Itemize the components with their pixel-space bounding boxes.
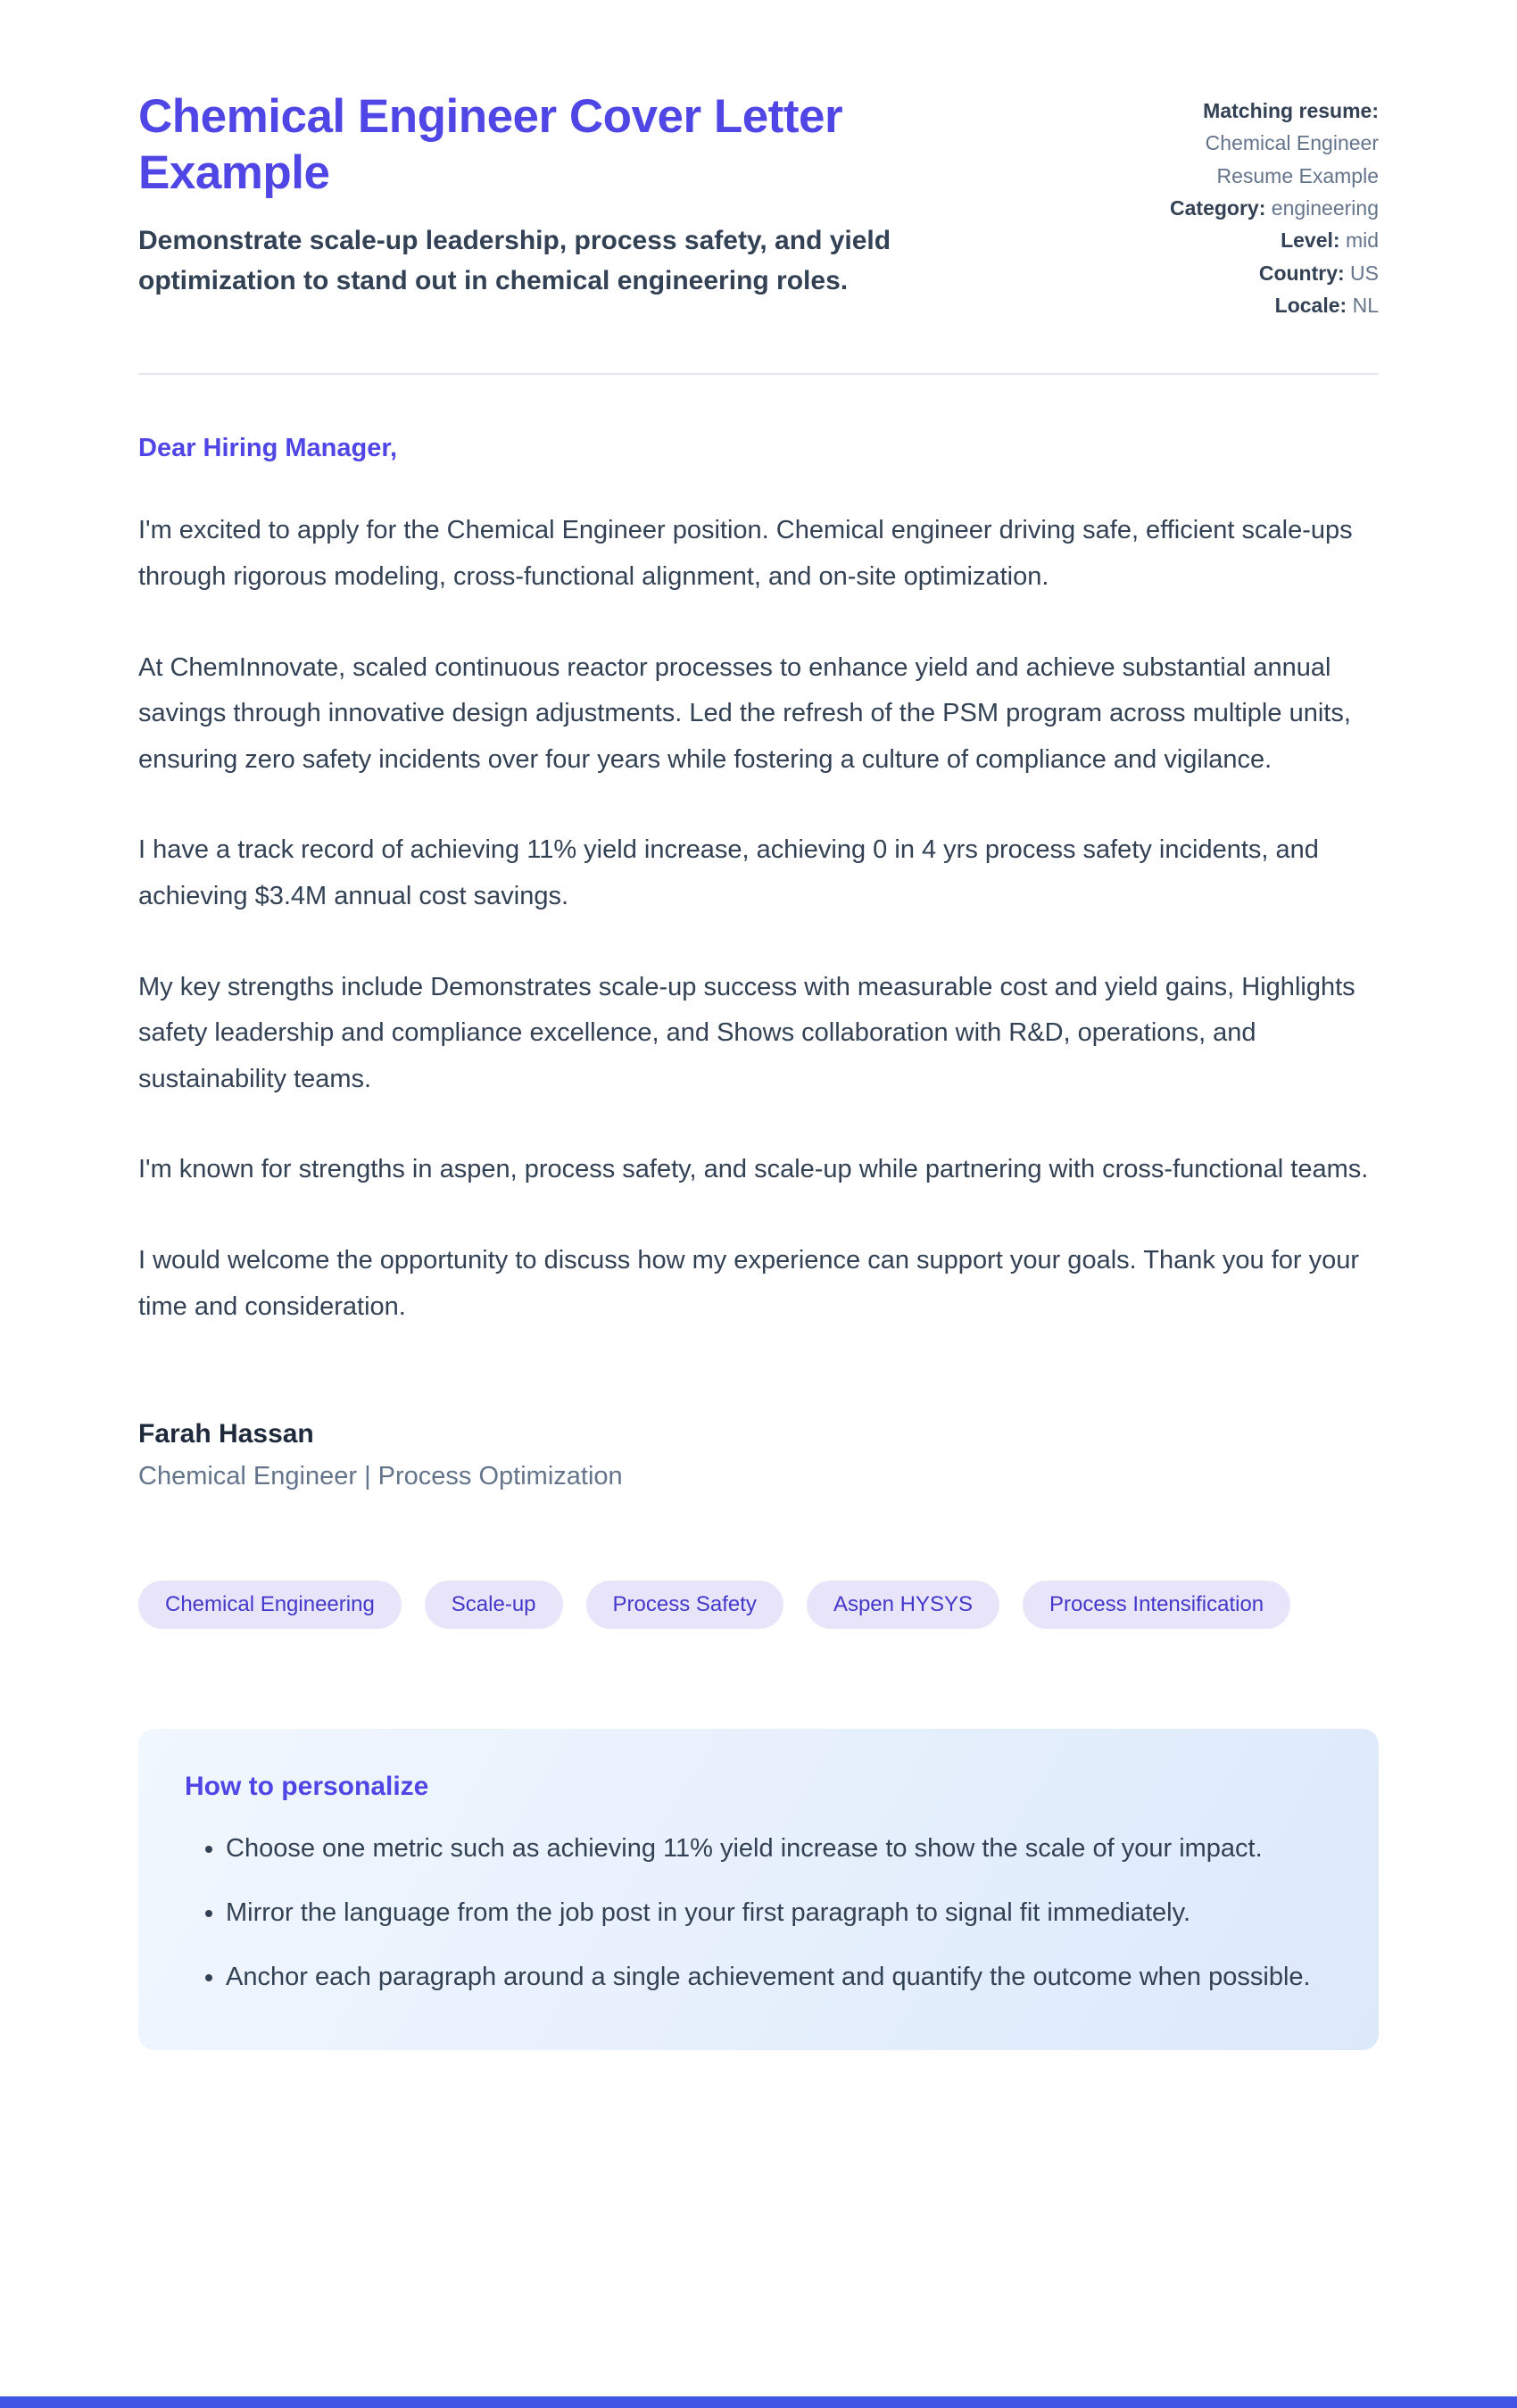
meta-row	[1124, 257, 1379, 289]
meta-row	[1124, 95, 1379, 192]
meta-value: engineering	[1271, 195, 1379, 220]
tag-pill[interactable]: Aspen HYSYS	[807, 1581, 999, 1629]
personalize-tip-list	[185, 1827, 1332, 2000]
meta-label: Level:	[1281, 228, 1340, 253]
page-subtitle: Demonstrate scale-up leadership, process safety, and yield optimization to stand out in chemical engineering roles.	[138, 226, 891, 296]
tag-pill[interactable]: Scale-up	[425, 1581, 563, 1629]
letter-paragraph: I'm excited to apply for the Chemical Engineer position. Chemical engineer driving safe, efficient scale-ups through rigorous modeling, cross-functional alignment, and on-site optimization.	[138, 516, 1353, 591]
letter-paragraph: I have a track record of achieving 11% yield increase, achieving 0 in 4 yrs process safety incidents, and achieving $3.4M annual cost savings.	[138, 835, 1319, 910]
tag-pill[interactable]: Chemical Engineering	[138, 1581, 402, 1629]
letter-paragraph: My key strengths include Demonstrates scale-up success with measurable cost and yield gains, Highlights safety leadership and compliance excellence, and Shows collaboration with R&D, operations, and sustainability teams.	[138, 972, 1355, 1093]
personalize-card	[138, 1729, 1379, 2050]
content-container	[138, 0, 1379, 2050]
meta-value: US	[1350, 261, 1379, 285]
personalize-tip: • Anchor each paragraph around a single achievement and quantify the outcome when possible.	[226, 1955, 1332, 2000]
letter-paragraph: I would welcome the opportunity to discuss how my experience can support your goals. Thank you for your time and consideration.	[138, 1246, 1360, 1321]
salutation: Dear Hiring Manager,	[138, 434, 398, 463]
meta-label: Category:	[1170, 195, 1266, 220]
meta-row	[1124, 224, 1379, 256]
page-title: Chemical Engineer Cover Letter Example	[138, 90, 843, 199]
meta-label: Locale:	[1274, 293, 1347, 317]
header	[138, 89, 1379, 321]
meta-value: NL	[1352, 293, 1379, 317]
meta-block	[1124, 89, 1379, 321]
letter-paragraph: At ChemInnovate, scaled continuous reactor processes to enhance yield and achieve substantial annual savings through innovative design adjustments. Led the refresh of the PSM program across multiple units, ensuring zero safety incidents over four years while fostering a culture of compliance and vigilance.	[138, 652, 1351, 774]
personalize-title: How to personalize	[185, 1772, 429, 1802]
meta-value: mid	[1345, 228, 1379, 253]
signature-role: Chemical Engineer | Process Optimization	[138, 1462, 623, 1491]
tag-pill[interactable]: Process Safety	[586, 1581, 783, 1629]
cover-letter-body	[138, 434, 1379, 1491]
signature-name: Farah Hassan	[138, 1419, 314, 1449]
tag-pill[interactable]: Process Intensification	[1023, 1581, 1290, 1629]
personalize-tip: • Mirror the language from the job post in your first paragraph to signal fit immediately.	[226, 1891, 1332, 1936]
footer-bar	[0, 2396, 1517, 2408]
meta-label: Country:	[1258, 261, 1345, 285]
meta-row	[1124, 192, 1379, 224]
meta-value: Chemical Engineer Resume Example	[1205, 131, 1379, 187]
personalize-tip: • Choose one metric such as achieving 11% yield increase to show the scale of your impact.	[226, 1827, 1332, 1872]
meta-label: Matching resume:	[1203, 99, 1379, 122]
meta-row	[1124, 289, 1379, 321]
header-title-block	[138, 89, 1040, 321]
divider	[138, 373, 1379, 375]
letter-paragraph: I'm known for strengths in aspen, process safety, and scale-up while partnering with cross-functional teams.	[138, 1155, 1369, 1184]
tag-list	[138, 1581, 1379, 1629]
